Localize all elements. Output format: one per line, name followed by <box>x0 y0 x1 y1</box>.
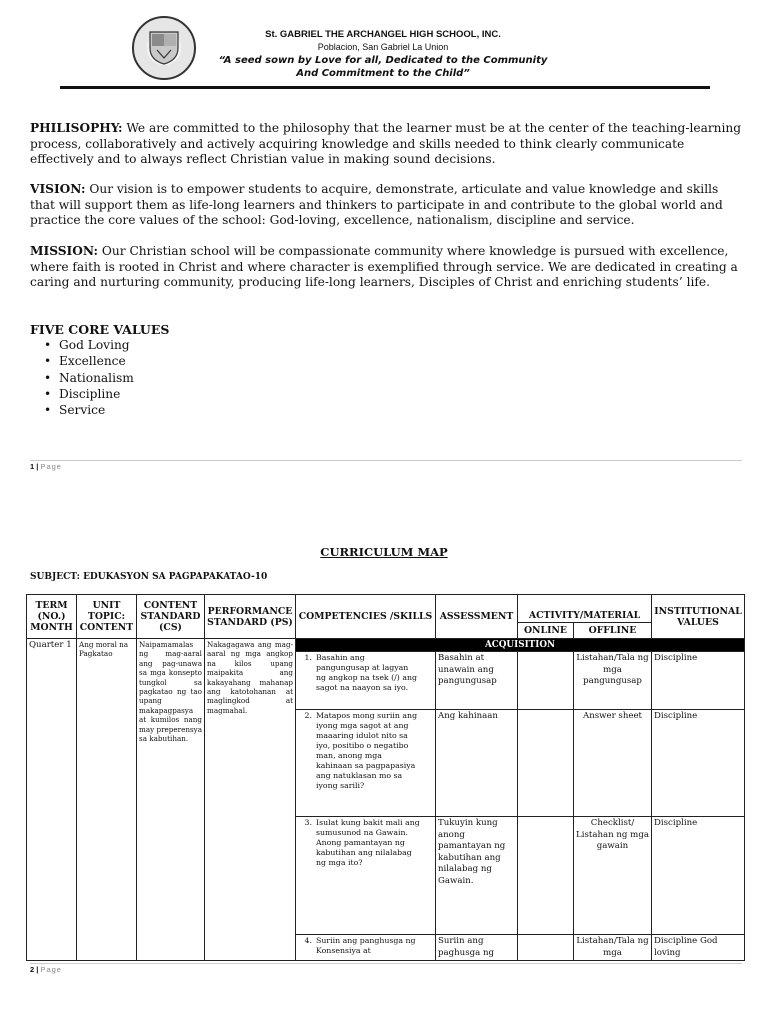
curriculum-map-title: CURRICULUM MAP <box>320 545 448 559</box>
header-performance-standard: PERFORMANCE STANDARD (PS) <box>205 595 296 639</box>
school-address: Poblacion, San Gabriel La Union <box>317 42 449 52</box>
content-standard-cell: Naipamamalas ng mag-aaral ang pag-unawa sa mga konsepto tungkol sa pagkatao ng tao upang makapagpasya at kumilos nang may preperensya sa kabutihan. <box>137 639 205 961</box>
page-1-footer-divider <box>30 460 742 461</box>
page-word: Page <box>40 965 62 974</box>
assessment-cell: Tukuyin kung anong pamantayan ng kabutihan ang nilalabag ng Gawain. <box>436 817 518 935</box>
term-cell: Quarter 1 <box>27 639 77 961</box>
competency-number: 3. <box>304 818 312 827</box>
motto-line-2: And Commitment to the Child” <box>296 68 470 79</box>
acquisition-row <box>27 639 745 652</box>
vision-label: VISION: <box>30 182 86 196</box>
unit-topic-cell: Ang moral na Pagkatao <box>77 639 137 961</box>
values-cell: Discipline <box>652 817 745 935</box>
core-values-list <box>44 337 134 418</box>
school-seal-logo <box>132 16 196 80</box>
page-word: Page <box>40 462 62 471</box>
competency-cell <box>296 652 436 710</box>
competency-text: Matapos mong suriin ang iyong mga sagot at ang maaaring idulot nito sa iyo, positibo o negatibo man, anong mga kahinaan sa pagpapasiya ang natuklasan mo sa iyong sarili? <box>316 711 418 790</box>
list-item: • Discipline <box>44 386 134 402</box>
assessment-cell: Suriin ang paghusga ng <box>436 935 518 961</box>
list-item: • God Loving <box>44 337 134 353</box>
header-offline: OFFLINE <box>574 623 652 639</box>
page-number-separator: | <box>34 965 41 974</box>
shield-icon <box>148 30 180 66</box>
motto-line-1: “A seed sown by Love for all, Dedicated to the Community <box>218 55 548 66</box>
page-number-separator: | <box>34 462 41 471</box>
school-motto <box>200 54 566 80</box>
header-activity-material: ACTIVITY/MATERIAL <box>518 595 652 623</box>
philosophy-paragraph <box>30 121 742 168</box>
values-cell: Discipline <box>652 710 745 817</box>
acquisition-banner: ACQUISITION <box>296 639 745 652</box>
assessment-cell: Basahin at unawain ang pangungusap <box>436 652 518 710</box>
mission-text: Our Christian school will be compassionate community where knowledge is pursued with excellence, where faith is rooted in Christ and where character is exemplified through service. We are dedicated in creating a caring and nurturing community, producing life-long learners, Disciples of Christ and enriching students’ life. <box>30 244 738 290</box>
header-content-standard: CONTENT STANDARD (CS) <box>137 595 205 639</box>
competency-cell <box>296 817 436 935</box>
header-online: ONLINE <box>518 623 574 639</box>
values-cell: Discipline God loving <box>652 935 745 961</box>
core-values-title: FIVE CORE VALUES <box>30 322 170 337</box>
page-1-number <box>30 462 62 471</box>
curriculum-map-table <box>26 594 745 961</box>
header-assessment: ASSESSMENT <box>436 595 518 639</box>
performance-standard-cell: Nakagagawa ang mag-aaral ng mga angkop na kilos upang maipakita ang kakayahang mahanap ang katotohanan at maglingkod at magmahal. <box>205 639 296 961</box>
competency-text: Basahin ang pangungusap at lagyan ng angkop na tsek (/) ang sagot na naayon sa iyo. <box>316 653 417 692</box>
school-name: St. GABRIEL THE ARCHANGEL HIGH SCHOOL, INC. <box>265 29 501 40</box>
philosophy-text: We are committed to the philosophy that the learner must be at the center of the teaching-learning process, collaboratively and actively acquiring knowledge and skills needed to think clearly communicate effectively and to always reflect Christian value in making sound decisions. <box>30 121 742 167</box>
competency-number: 1. <box>304 653 312 662</box>
competency-cell <box>296 935 436 961</box>
list-item: • Nationalism <box>44 370 134 386</box>
header-unit-topic: UNIT TOPIC: CONTENT <box>77 595 137 639</box>
vision-text: Our vision is to empower students to acquire, demonstrate, articulate and value knowledge and skills that will support them as life-long learners and thinkers to participate in and contribute to the global world and practice the core values of the school: God-loving, excellence, nationalism, discipline and service. <box>30 182 723 228</box>
page-2-footer-divider <box>30 963 742 964</box>
competency-number: 4. <box>304 936 312 945</box>
assessment-cell: Ang kahinaan <box>436 710 518 817</box>
page-number-value: 1 <box>30 462 35 471</box>
subject-line: SUBJECT: EDUKASYON SA PAGPAPAKATAO-10 <box>30 572 268 582</box>
table-header-row <box>27 595 745 623</box>
online-cell <box>518 935 574 961</box>
philosophy-label: PHILISOPHY: <box>30 121 123 135</box>
offline-cell: Listahan/Tala ng mga pangungusap <box>574 652 652 710</box>
values-cell: Discipline <box>652 652 745 710</box>
mission-label: MISSION: <box>30 244 99 258</box>
offline-cell: Answer sheet <box>574 710 652 817</box>
list-item: • Excellence <box>44 353 134 369</box>
competency-text: Isulat kung bakit mali ang sumusunod na Gawain. Anong pamantayan ng kabutihan ang nilalabag ng mga ito? <box>316 818 420 867</box>
page-2-number <box>30 965 62 974</box>
offline-cell: Listahan/Tala ng mga <box>574 935 652 961</box>
mission-paragraph <box>30 244 742 291</box>
competency-text: Suriin ang panghusga ng Konsensiya at <box>316 936 416 955</box>
offline-cell: Checklist/ Listahan ng mga gawain <box>574 817 652 935</box>
online-cell <box>518 710 574 817</box>
online-cell <box>518 652 574 710</box>
vision-paragraph <box>30 182 742 229</box>
competency-cell <box>296 710 436 817</box>
list-item: • Service <box>44 402 134 418</box>
page-number-value: 2 <box>30 965 35 974</box>
header-divider <box>60 86 710 89</box>
competency-number: 2. <box>304 711 312 720</box>
header-term: TERM (NO.) MONTH <box>27 595 77 639</box>
online-cell <box>518 817 574 935</box>
header-institutional-values: INSTITUTIONAL VALUES <box>652 595 745 639</box>
header-competencies: COMPETENCIES /SKILLS <box>296 595 436 639</box>
